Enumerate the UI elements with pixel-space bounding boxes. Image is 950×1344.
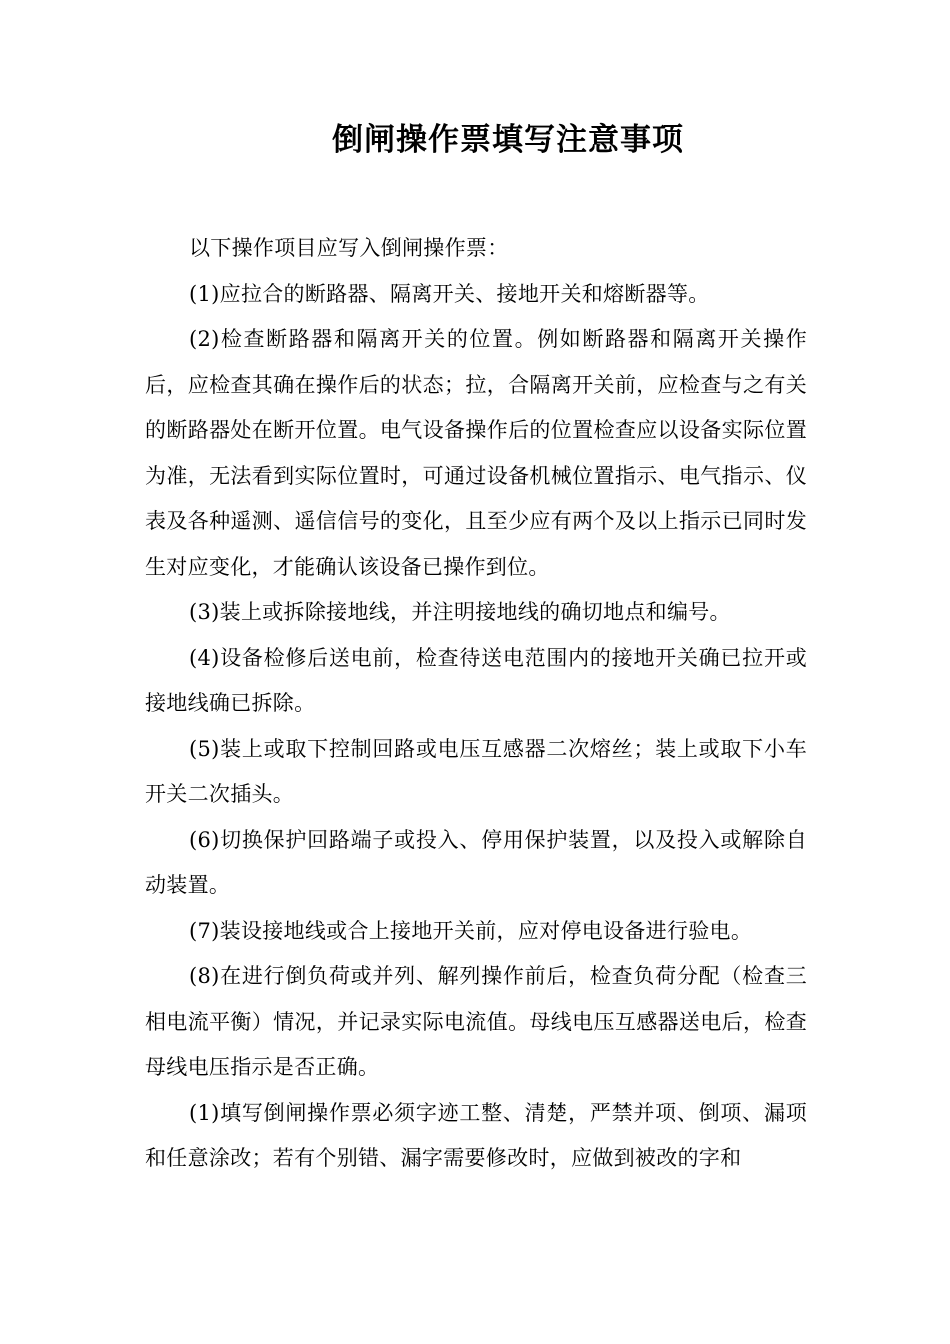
paragraph-item-3: (3)装上或拆除接地线，并注明接地线的确切地点和编号。 [189, 600, 731, 624]
document-body [145, 226, 807, 1182]
paragraph-item-5: (5)装上或取下控制回路或电压互感器二次熔丝；装上或取下小车开关二次插头。 [145, 736, 807, 806]
paragraph-item-4: (4)设备检修后送电前，检查待送电范围内的接地开关确已拉开或接地线确已拆除。 [145, 645, 807, 715]
paragraph-item-6: (6)切换保护回路端子或投入、停用保护装置，以及投入或解除自动装置。 [145, 827, 807, 897]
paragraph-item-8: (8)在进行倒负荷或并列、解列操作前后，检查负荷分配（检查三相电流平衡）情况，并记录实际电流值。母线电压互感器送电后，检查母线电压指示是否正确。 [145, 964, 807, 1079]
paragraph-rule-1: (1)填写倒闸操作票必须字迹工整、清楚，严禁并项、倒项、漏项和任意涂改；若有个别错、漏字需要修改时，应做到被改的字和 [145, 1100, 807, 1170]
paragraph-intro: 以下操作项目应写入倒闸操作票： [189, 236, 509, 260]
paragraph-item-7: (7)装设接地线或合上接地开关前，应对停电设备进行验电。 [189, 918, 753, 943]
document-title: 倒闸操作票填写注意事项 [332, 122, 684, 158]
paragraph-item-1: (1)应拉合的断路器、隔离开关、接地开关和熔断器等。 [189, 281, 710, 306]
paragraph-item-2: (2)检查断路器和隔离开关的位置。例如断路器和隔离开关操作后，应检查其确在操作后的状态；拉，合隔离开关前，应检查与之有关的断路器处在断开位置。电气设备操作后的位置检查应以设备实际位置为准，无法看到实际位置时，可通过设备机械位置指示、电气指示、仪表及各种遥测、遥信信号的变化，且至少应有两个及以上指示已同时发生对应变化，才能确认该设备已操作到位。 [145, 327, 807, 579]
